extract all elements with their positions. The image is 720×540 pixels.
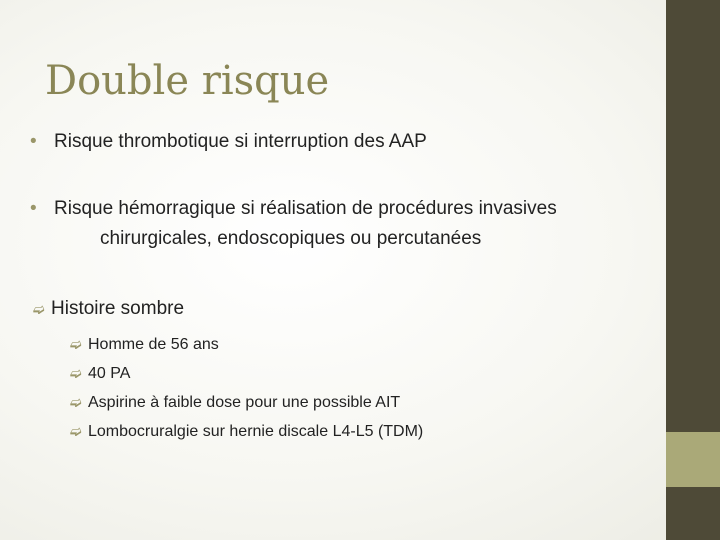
bullet-2 <box>30 194 557 254</box>
sub-bullet-list <box>70 330 423 446</box>
bullet-1 <box>30 127 427 157</box>
bullet-arrow-icon: ➫ <box>70 394 82 410</box>
list-item: ➫ Lombocruralgie sur hernie discale L4-L5 (TDM) <box>70 417 423 446</box>
bullet-1-text: Risque thrombotique si interruption des AAP <box>54 131 427 152</box>
slide-title: Double risque <box>45 58 330 104</box>
bullet-arrow-icon: ➫ <box>33 301 45 317</box>
bullet-dot-icon: • <box>30 198 37 219</box>
list-item: ➫ Homme de 56 ans <box>70 330 423 359</box>
bullet-dot-icon: • <box>30 131 37 152</box>
bullet-2-text-line2: chirurgicales, endoscopiques ou percutanées <box>100 228 482 249</box>
bullet-2-text-line1: Risque hémorragique si réalisation de procédures invasives <box>54 198 557 219</box>
bullet-arrow-icon: ➫ <box>70 423 82 439</box>
bullet-arrow-icon: ➫ <box>70 336 82 352</box>
side-band-accent <box>666 432 720 487</box>
section-heading-text: Histoire sombre <box>51 298 185 319</box>
list-item: ➫ 40 PA <box>70 359 423 388</box>
list-item: ➫ Aspirine à faible dose pour une possible AIT <box>70 388 423 417</box>
bullet-arrow-icon: ➫ <box>70 365 82 381</box>
section-heading <box>33 295 184 323</box>
